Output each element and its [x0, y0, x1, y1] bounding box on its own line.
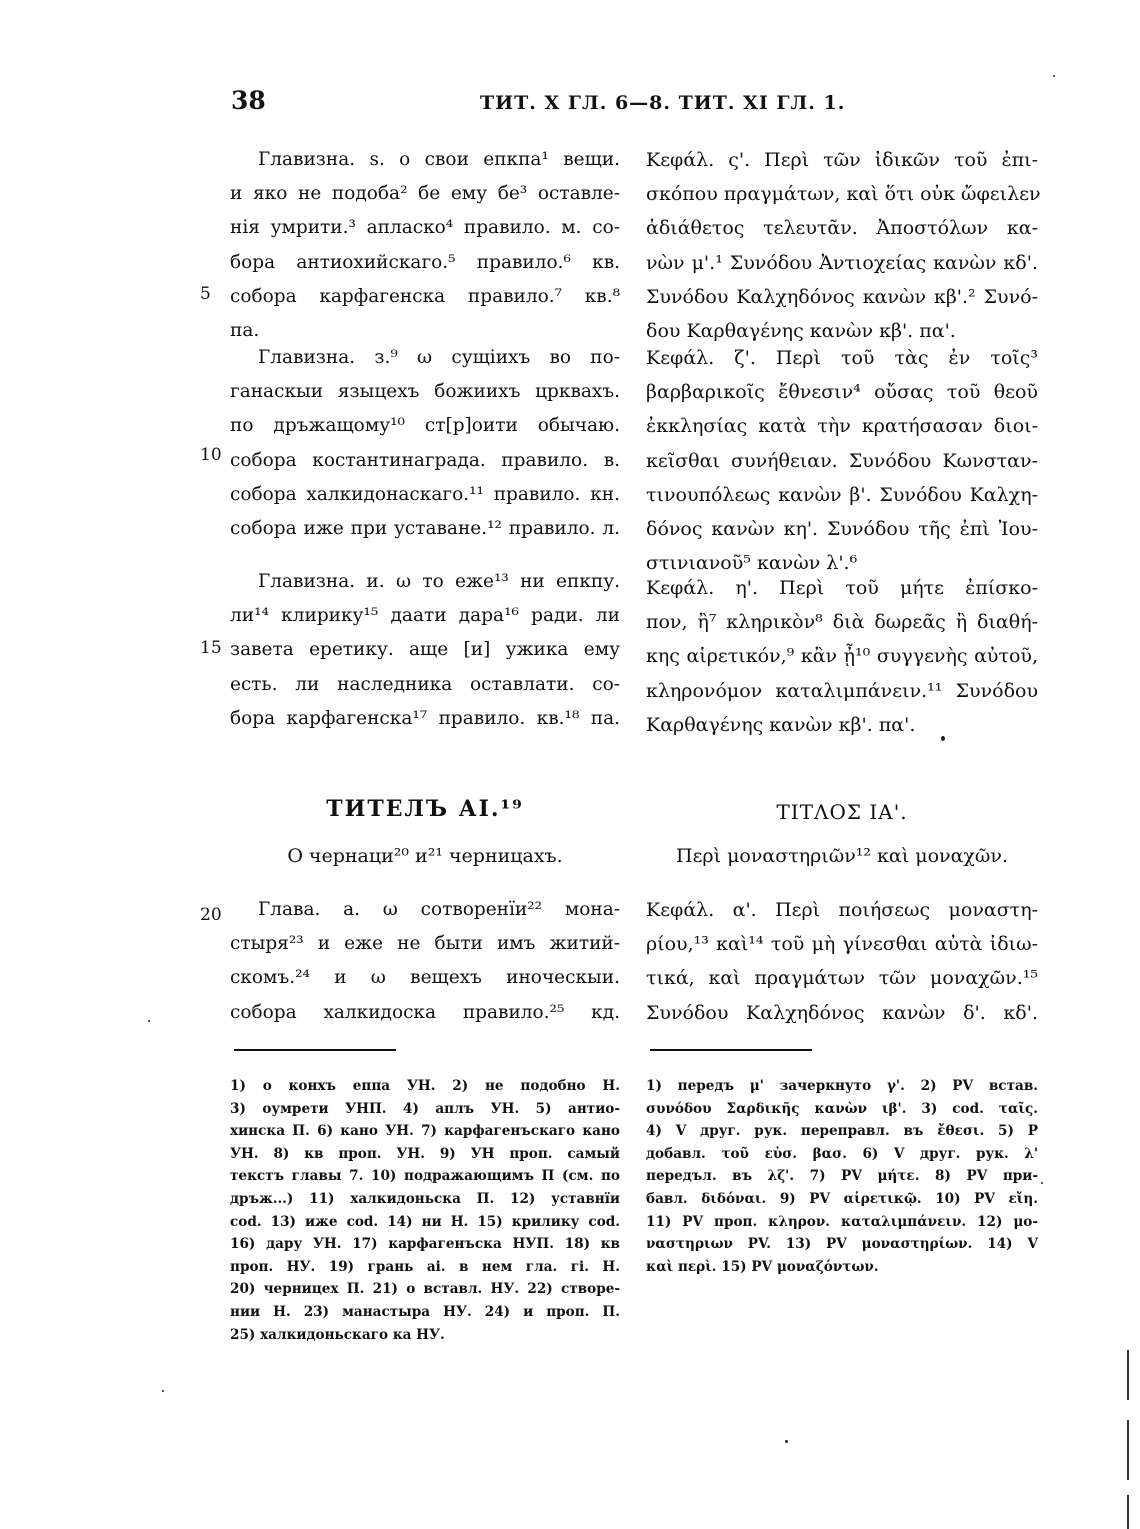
right-section-title: ΤΙΤΛΟΣ ΙΑ'. [776, 800, 908, 824]
left-section-subtitle: О чернаци²⁰ и²¹ черницахъ. [287, 845, 563, 867]
text-line: δόνος κανὼν κη'. Συνόδου τῆς ἐπὶ Ἰου- [646, 517, 1038, 540]
scan-speck [1053, 75, 1055, 77]
footnote-line: добавл. τοῦ εὐσ. βασ. 6) V друг. рук. λ' [646, 1145, 1038, 1162]
text-line: ἐκκλησίας κατὰ τὴν κρατήσασαν διοι- [646, 415, 1038, 438]
footnotes-left [230, 1075, 620, 1346]
text-line: δου Καρθαγένης κανὼν κβ'. πα'. [646, 319, 956, 342]
footnote-line: проп. НУ. 19) грань аі. в нем гла. гі. Н. [230, 1258, 620, 1275]
footnote-line: передъл. въ λζ'. 7) PV μήτε. 8) PV при- [646, 1168, 1038, 1185]
text-line: нія умрити.³ апласко⁴ правило. м. со- [230, 217, 620, 239]
text-line: Главизна. з.⁹ ω сущіихъ во по- [258, 347, 620, 368]
footnote-line: 16) дару УН. 17) карфагенъска НУП. 18) кв [230, 1236, 620, 1253]
text-line: τινουπόλεως κανὼν β'. Συνόδου Καλχη- [646, 483, 1038, 506]
right-paragraph-3 [646, 571, 1038, 742]
text-line: собора карфагенска правило.⁷ кв.⁸ [230, 285, 620, 307]
text-line: σκόπου πραγμάτων, καὶ ὅτι οὐκ ὤφειλεν [646, 183, 1041, 206]
footnote-line: συνόδου Σαρδικῆς κανὼν ιβ'. 3) cod. ταῖς. [646, 1100, 1038, 1117]
text-line: Глава. а. ω сотворенїи²² мона- [258, 899, 620, 920]
text-line: собора халкидонаскаго.¹¹ правило. кн. [230, 483, 620, 505]
line-number-15: 15 [200, 638, 222, 658]
left-section-body [230, 893, 620, 1030]
text-line: па. [230, 319, 260, 341]
text-line: κεῖσθαι συνήθειαν. Συνόδου Κωνσταν- [646, 449, 1038, 472]
footnote-line: 11) PV проп. κληρον. καταλιμπάνειν. 12) μο- [646, 1213, 1038, 1230]
footnote-rule-right [650, 1049, 812, 1051]
text-line: πον, ἢ⁷ κληρικὸν⁸ διὰ δωρεᾶς ἢ διαθή- [646, 611, 1038, 634]
text-line: есть. ли наследника оставлати. со- [230, 673, 620, 695]
running-head: ТИТ. X ГЛ. 6—8. ТИТ. XI ГЛ. 1. [480, 92, 846, 114]
text-line: Κεφάλ. α'. Περὶ ποιήσεως μοναστη- [646, 899, 1038, 921]
footnote-line: 4) V друг. рук. переправл. въ ἔθεσι. 5) P [646, 1123, 1038, 1140]
scan-speck [148, 1020, 150, 1022]
footnote-line: дръж...) 11) халкидоньска П. 12) уставнїи [230, 1190, 620, 1207]
line-number-5: 5 [200, 284, 211, 304]
text-line: τικά, καὶ πραγμάτων τῶν μοναχῶν.¹⁵ [646, 967, 1038, 990]
text-line: Καρθαγένης κανὼν κβ'. πα'. [646, 713, 916, 736]
footnote-line: 3) оумрети УНП. 4) аплъ УН. 5) антио- [230, 1100, 620, 1117]
footnote-line: καὶ περὶ. 15) PV μοναζόντων. [646, 1258, 879, 1275]
text-line: бора карфагенска¹⁷ правило. кв.¹⁸ па. [230, 707, 620, 729]
footnote-line: бавл. διδόναι. 9) PV αἱρετικῷ. 10) PV εἴη. [646, 1190, 1038, 1207]
footnote-line: 1) о конхъ еппа УН. 2) не подобно Н. [230, 1078, 620, 1094]
footnote-line: cod. 13) иже cod. 14) ни Н. 15) крилику cod. [230, 1213, 620, 1230]
footnote-line: УН. 8) кв проп. УН. 9) УН проп. самый [230, 1145, 620, 1162]
footnote-line: ναστηριων PV. 13) PV μοναστηρίων. 14) V [646, 1236, 1038, 1253]
text-line: Συνόδου Καλχηδόνος κανὼν κβ'.² Συνό- [646, 285, 1038, 308]
text-line: собора костантинаграда. правило. в. [230, 449, 620, 471]
text-line: Κεφάλ. ς'. Περὶ τῶν ἰδικῶν τοῦ ἐπι- [646, 149, 1038, 171]
scan-edge-mark [1127, 1495, 1129, 1529]
line-number-20: 20 [200, 905, 222, 925]
scan-speck [162, 1390, 164, 1392]
text-line: и яко не подоба² бе ему бе³ оставле- [230, 183, 620, 205]
left-paragraph-2 [230, 341, 620, 546]
text-line: νὼν μ'.¹ Συνόδου Ἀντιοχείας κανὼν κδ'. [646, 251, 1038, 274]
scan-speck [785, 1440, 788, 1443]
scan-speck [941, 736, 945, 741]
text-line: по дръжащому¹⁰ ст[р]оити обычаю. [230, 415, 620, 437]
text-line: бора антиохийскаго.⁵ правило.⁶ кв. [230, 251, 620, 273]
text-line: собора халкидоска правило.²⁵ кд. [230, 1001, 620, 1023]
text-line: Главизна. и. ω то еже¹³ ни епкпу. [258, 571, 620, 592]
text-line: собора иже при уставане.¹² правило. л. [230, 517, 620, 539]
scan-edge-mark [1127, 1350, 1129, 1400]
text-line: Κεφάλ. ζ'. Περὶ τοῦ τὰς ἐν τοῖς³ [646, 347, 1038, 369]
right-paragraph-2 [646, 341, 1038, 580]
right-paragraph-1 [646, 143, 1041, 348]
text-line: стыря²³ и еже не быти имъ житий- [230, 933, 620, 955]
text-line: βαρβαρικοῖς ἔθνεσιν⁴ οὔσας τοῦ θεοῦ [646, 381, 1038, 404]
text-line: κληρονόμον καταλιμπάνειν.¹¹ Συνόδου [646, 679, 1038, 702]
left-paragraph-3 [230, 565, 620, 736]
text-line: κης αἱρετικόν,⁹ κἂν ᾖ¹⁰ συγγενὴς αὐτοῦ, [646, 645, 1038, 668]
scan-speck [1041, 1182, 1043, 1184]
footnote-line: нии Н. 23) манастыра НУ. 24) и проп. П. [230, 1303, 620, 1320]
footnote-rule-left [234, 1049, 396, 1051]
footnote-line: 25) халкидоньскаго ка НУ. [230, 1326, 445, 1343]
page-number: 38 [231, 86, 266, 115]
left-section-title: ТИТЕЛЪ АІ.¹⁹ [326, 796, 524, 822]
right-section-subtitle: Περὶ μοναστηριῶν¹² καὶ μοναχῶν. [676, 845, 1008, 867]
text-line: скомъ.²⁴ и ω вещехъ иноческыи. [230, 967, 620, 989]
text-line: ρίου,¹³ καὶ¹⁴ τοῦ μὴ γίνεσθαι αὐτὰ ἰδιω- [646, 933, 1038, 956]
footnote-line: 1) передъ μ' зачеркнуто γ'. 2) PV встав. [646, 1078, 1038, 1094]
text-line: ли¹⁴ клирику¹⁵ даати дара¹⁶ ради. ли [230, 605, 620, 627]
line-number-10: 10 [200, 445, 222, 465]
text-line: Κεφάλ. η'. Περὶ τοῦ μήτε ἐπίσκο- [646, 577, 1038, 599]
left-paragraph-1 [230, 143, 620, 348]
text-line: Главизна. ѕ. о свои епкпа¹ вещи. [258, 149, 620, 170]
right-section-body [646, 893, 1038, 1030]
footnote-line: текстъ главы 7. 10) подражающимъ П (см. по [230, 1168, 620, 1185]
text-line: завета еретику. аще [и] ужика ему [230, 639, 620, 661]
footnote-line: хинска П. 6) кано УН. 7) карфагенъскаго кано [230, 1123, 620, 1140]
text-line: Συνόδου Καλχηδόνος κανὼν δ'. κδ'. [646, 1001, 1038, 1024]
text-line: στινιανοῦ⁵ κανὼν λ'.⁶ [646, 552, 858, 575]
footnotes-right [646, 1075, 1038, 1278]
scan-edge-mark [1127, 1420, 1129, 1480]
text-line: ганаскыи языцехъ божиихъ цркваxъ. [230, 381, 620, 403]
text-line: ἀδιάθετος τελευτᾶν. Ἀποστόλων κα- [646, 217, 1038, 240]
footnote-line: 20) черницех П. 21) о вставл. НУ. 22) створе- [230, 1281, 620, 1298]
